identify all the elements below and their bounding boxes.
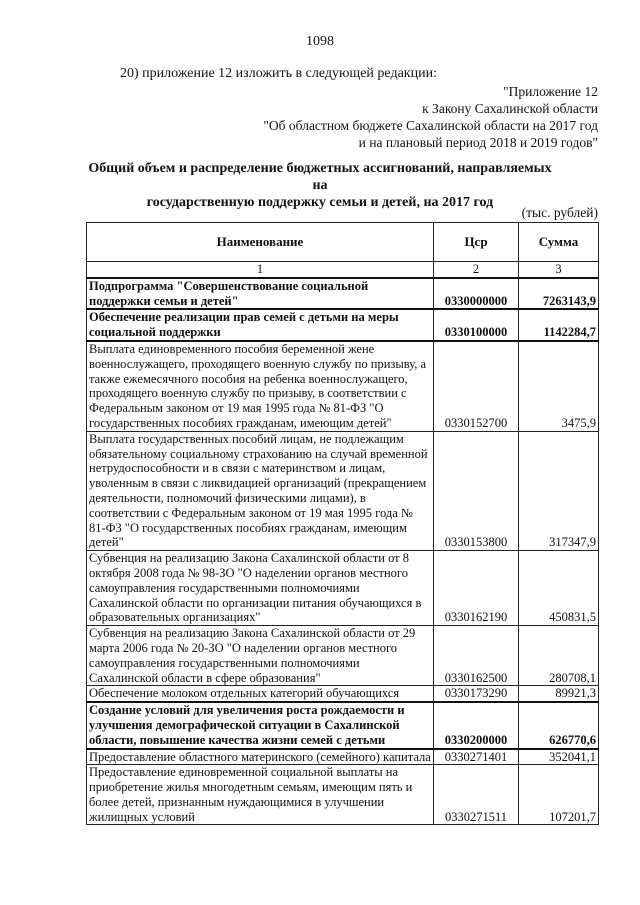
units-label: (тыс. рублей): [521, 205, 598, 220]
table-row: [87, 702, 599, 748]
row-amount: 626770,6: [519, 702, 599, 748]
row-amount: 450831,5: [519, 551, 599, 626]
row-name: Выплата государственных пособий лицам, не подлежащим обязательному социальному страхованию на случай временной нетрудоспособности и в связи с материнством и лицам, уволенным в связи с ликвидацией организаций (прекращением деятельности, полномочий физическими лицами), в соответствии с Федеральным законом от 19 мая 1995 года № 81-ФЗ "О государственных пособиях гражданам, имеющим детей": [87, 431, 434, 550]
row-amount: 280708,1: [519, 626, 599, 686]
table-row: [87, 749, 599, 765]
row-name: Субвенция на реализацию Закона Сахалинской области от 8 октября 2008 года № 98-ЗО "О наделении органов местного самоуправления государственными полномочиями Сахалинской области по организации питания обучающихся в образовательных организациях": [87, 551, 434, 626]
row-code: 0330173290: [434, 686, 519, 702]
table-row: [87, 309, 599, 341]
column-number: 1: [87, 262, 434, 278]
appendix-header-line: к Закону Сахалинской области: [422, 101, 598, 116]
row-name: Обеспечение молоком отдельных категорий обучающихся: [87, 686, 434, 702]
row-name: Субвенция на реализацию Закона Сахалинской области от 29 марта 2006 года № 20-ЗО "О наделении органов местного самоуправления государственными полномочиями Сахалинской области в сфере образования": [87, 626, 434, 686]
row-code: 0330152700: [434, 341, 519, 431]
column-number: 2: [434, 262, 519, 278]
table-row: [87, 765, 599, 825]
row-name: Обеспечение реализации прав семей с детьми на меры социальной поддержки: [87, 309, 434, 341]
row-code: 0330271511: [434, 765, 519, 825]
appendix-header-line: "Приложение 12: [503, 84, 598, 99]
column-header-amount: Сумма: [519, 223, 599, 262]
row-name: Создание условий для увеличения роста рождаемости и улучшения демографической ситуации в Сахалинской области, повышение качества жизни семей с детьми: [87, 702, 434, 748]
row-name: Предоставление единовременной социальной выплаты на приобретение жилья многодетным семьям, имеющим пять и более детей, признанным нуждающимися в улучшении жилищных условий: [87, 765, 434, 825]
intro-text: 20) приложение 12 изложить в следующей редакции:: [120, 66, 437, 81]
row-code: 0330162500: [434, 626, 519, 686]
column-header-name: Наименование: [87, 223, 434, 262]
row-code: 0330153800: [434, 431, 519, 550]
document-title-line: государственную поддержку семьи и детей, на 2017 год: [146, 195, 494, 210]
table-row: [87, 686, 599, 702]
row-code: 0330200000: [434, 702, 519, 748]
table-row: [87, 626, 599, 686]
row-amount: 3475,9: [519, 341, 599, 431]
table-row: [87, 341, 599, 431]
document-title: [80, 160, 560, 211]
column-number-row: [87, 262, 599, 278]
row-code: 0330000000: [434, 278, 519, 310]
row-code: 0330100000: [434, 309, 519, 341]
table-row: [87, 431, 599, 550]
document-title-line: Общий объем и распределение бюджетных ассигнований, направляемых на: [88, 161, 552, 193]
appendix-header: [263, 83, 598, 151]
appendix-header-line: и на плановый период 2018 и 2019 годов": [358, 135, 598, 150]
table-header-row: [87, 223, 599, 262]
row-amount: 1142284,7: [519, 309, 599, 341]
row-amount: 7263143,9: [519, 278, 599, 310]
budget-table: [86, 222, 599, 825]
appendix-header-line: "Об областном бюджете Сахалинской области на 2017 год: [263, 118, 598, 133]
row-amount: 89921,3: [519, 686, 599, 702]
row-code: 0330271401: [434, 749, 519, 765]
row-name: Предоставление областного материнского (семейного) капитала: [87, 749, 434, 765]
row-amount: 317347,9: [519, 431, 599, 550]
column-header-code: Цср: [434, 223, 519, 262]
row-name: Подпрограмма "Совершенствование социальной поддержки семьи и детей": [87, 278, 434, 310]
page-number: 1098: [306, 34, 334, 49]
table-row: [87, 551, 599, 626]
row-code: 0330162190: [434, 551, 519, 626]
row-amount: 107201,7: [519, 765, 599, 825]
column-number: 3: [519, 262, 599, 278]
row-name: Выплата единовременного пособия беременной жене военнослужащего, проходящего военную службу по призыву, а также ежемесячного пособия на ребенка военнослужащего, проходящего военную службу по призыву, в соответствии с Федеральным законом от 19 мая 1995 года № 81-ФЗ "О государственных пособиях гражданам, имеющим детей": [87, 341, 434, 431]
table-row: [87, 278, 599, 310]
row-amount: 352041,1: [519, 749, 599, 765]
